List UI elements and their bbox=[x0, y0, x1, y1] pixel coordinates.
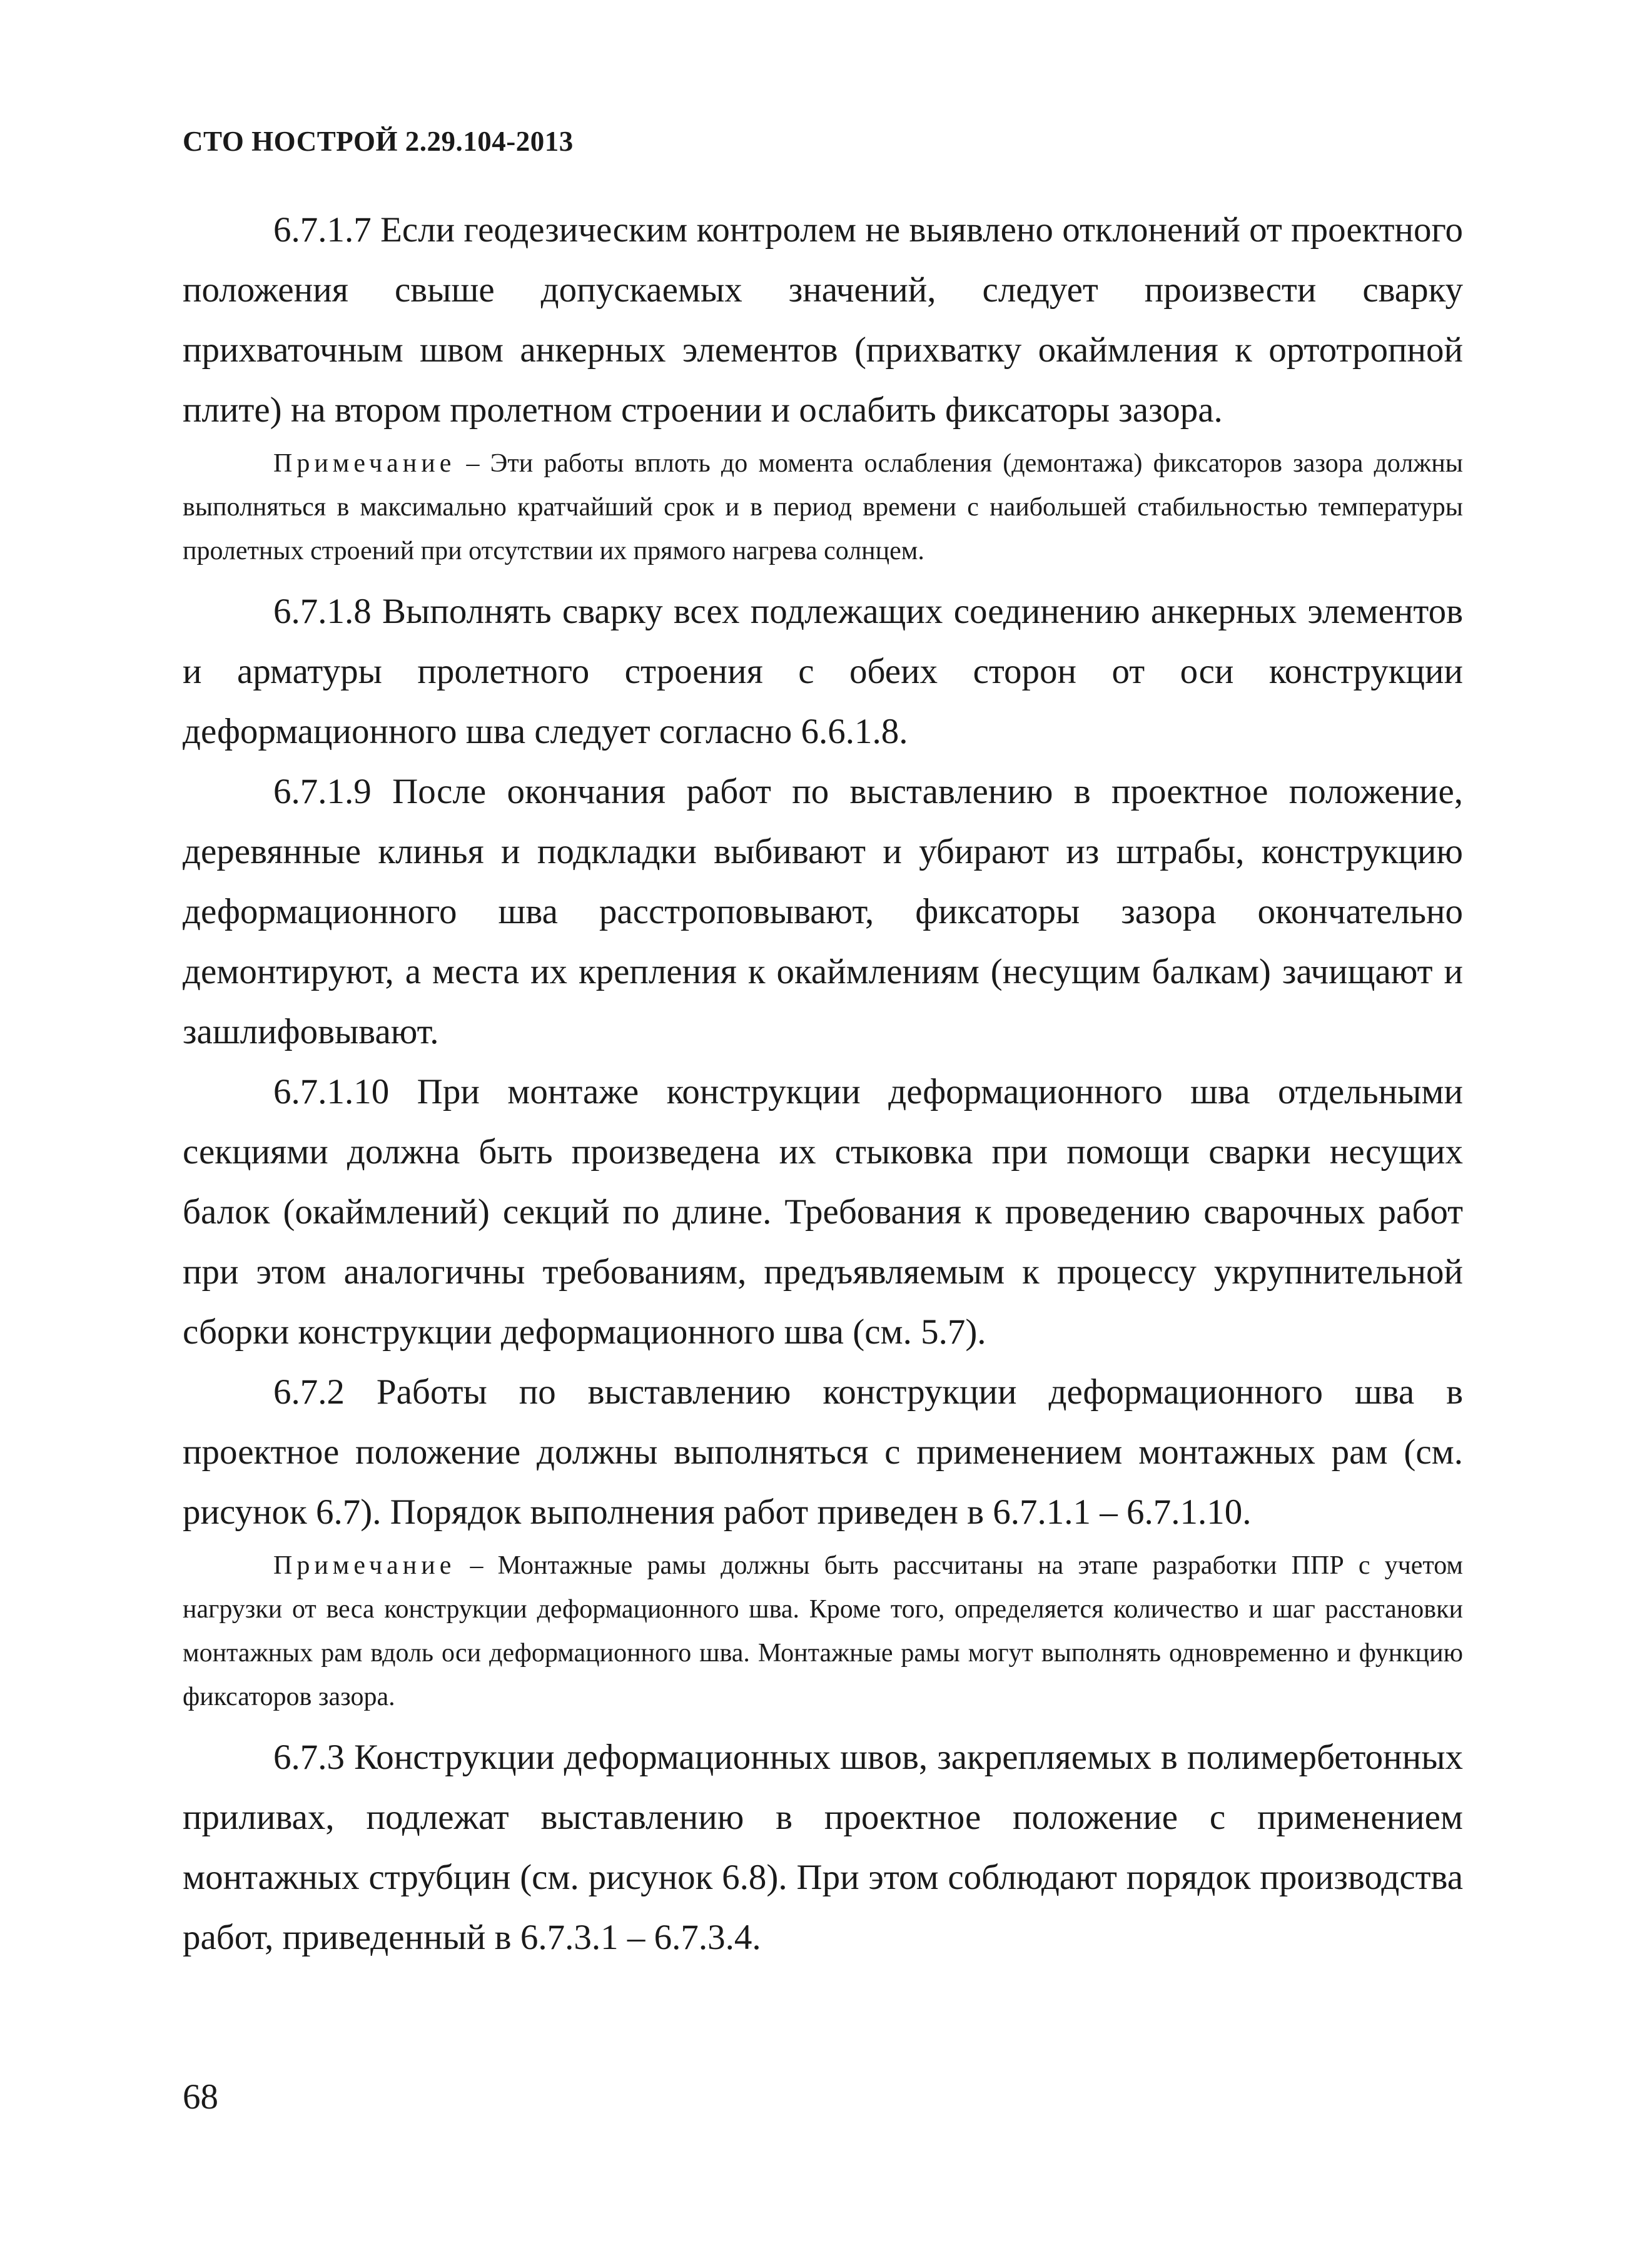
note-text: – Монтажные рамы должны быть рассчитаны на этапе разработки ППР с учетом нагрузки от веса конструкции деформационного шва. Кроме того, определяется количество и шаг расстановки монтажных рам вдоль оси деформационного шва. Монтажные рамы могут выполнять одновременно и функцию фиксаторов зазора. bbox=[183, 1551, 1463, 1711]
note-label: Примечание bbox=[273, 1551, 456, 1580]
paragraph-6-7-1-10: 6.7.1.10 При монтаже конструкции деформационного шва отдельными секциями должна быть произведена их стыковка при помощи сварки несущих балок (окаймлений) секций по длине. Требования к проведению сварочных работ при этом аналогичны требованиям, предъявляемым к процессу укрупнительной сборки конструкции деформационного шва (см. 5.7). bbox=[183, 1072, 1463, 1352]
document-body bbox=[183, 200, 1463, 1968]
note-text: – Эти работы вплоть до момента ослабления (демонтажа) фиксаторов зазора должны выполняться в максимально кратчайший срок и в период времени с наибольшей стабильностью температуры пролетных строений при отсутствии их прямого нагрева солнцем. bbox=[183, 449, 1463, 565]
paragraph-6-7-2: 6.7.2 Работы по выставлению конструкции деформационного шва в проектное положение должны выполняться с применением монтажных рам (см. рисунок 6.7). Порядок выполнения работ приведен в 6.7.1.1 – 6.7.1.10. bbox=[183, 1372, 1463, 1532]
note-label: Примечание bbox=[273, 449, 456, 478]
note-2 bbox=[183, 1544, 1463, 1719]
document-code-header: СТО НОСТРОЙ 2.29.104-2013 bbox=[183, 126, 574, 157]
paragraph-6-7-1-8: 6.7.1.8 Выполнять сварку всех подлежащих соединению анкерных элементов и арматуры пролетного строения с обеих сторон от оси конструкции деформационного шва следует согласно 6.6.1.8. bbox=[183, 592, 1463, 751]
paragraph-6-7-3: 6.7.3 Конструкции деформационных швов, закрепляемых в полимербетонных приливах, подлежат выставлению в проектное положение с применением монтажных струбцин (см. рисунок 6.8). При этом соблюдают порядок производства работ, приведенный в 6.7.3.1 – 6.7.3.4. bbox=[183, 1738, 1463, 1957]
paragraph-6-7-1-9: 6.7.1.9 После окончания работ по выставлению в проектное положение, деревянные клинья и подкладки выбивают и убирают из штрабы, конструкцию деформационного шва расстроповывают, фиксаторы зазора окончательно демонтируют, а места их крепления к окаймлениям (несущим балкам) зачищают и зашлифовывают. bbox=[183, 772, 1463, 1051]
page-number: 68 bbox=[183, 2077, 218, 2117]
paragraph-6-7-1-7: 6.7.1.7 Если геодезическим контролем не выявлено отклонений от проектного положения свыше допускаемых значений, следует произвести сварку прихваточным швом анкерных элементов (прихватку окаймления к ортотропной плите) на втором пролетном строении и ослабить фиксаторы зазора. bbox=[183, 210, 1463, 430]
note-1 bbox=[183, 442, 1463, 573]
